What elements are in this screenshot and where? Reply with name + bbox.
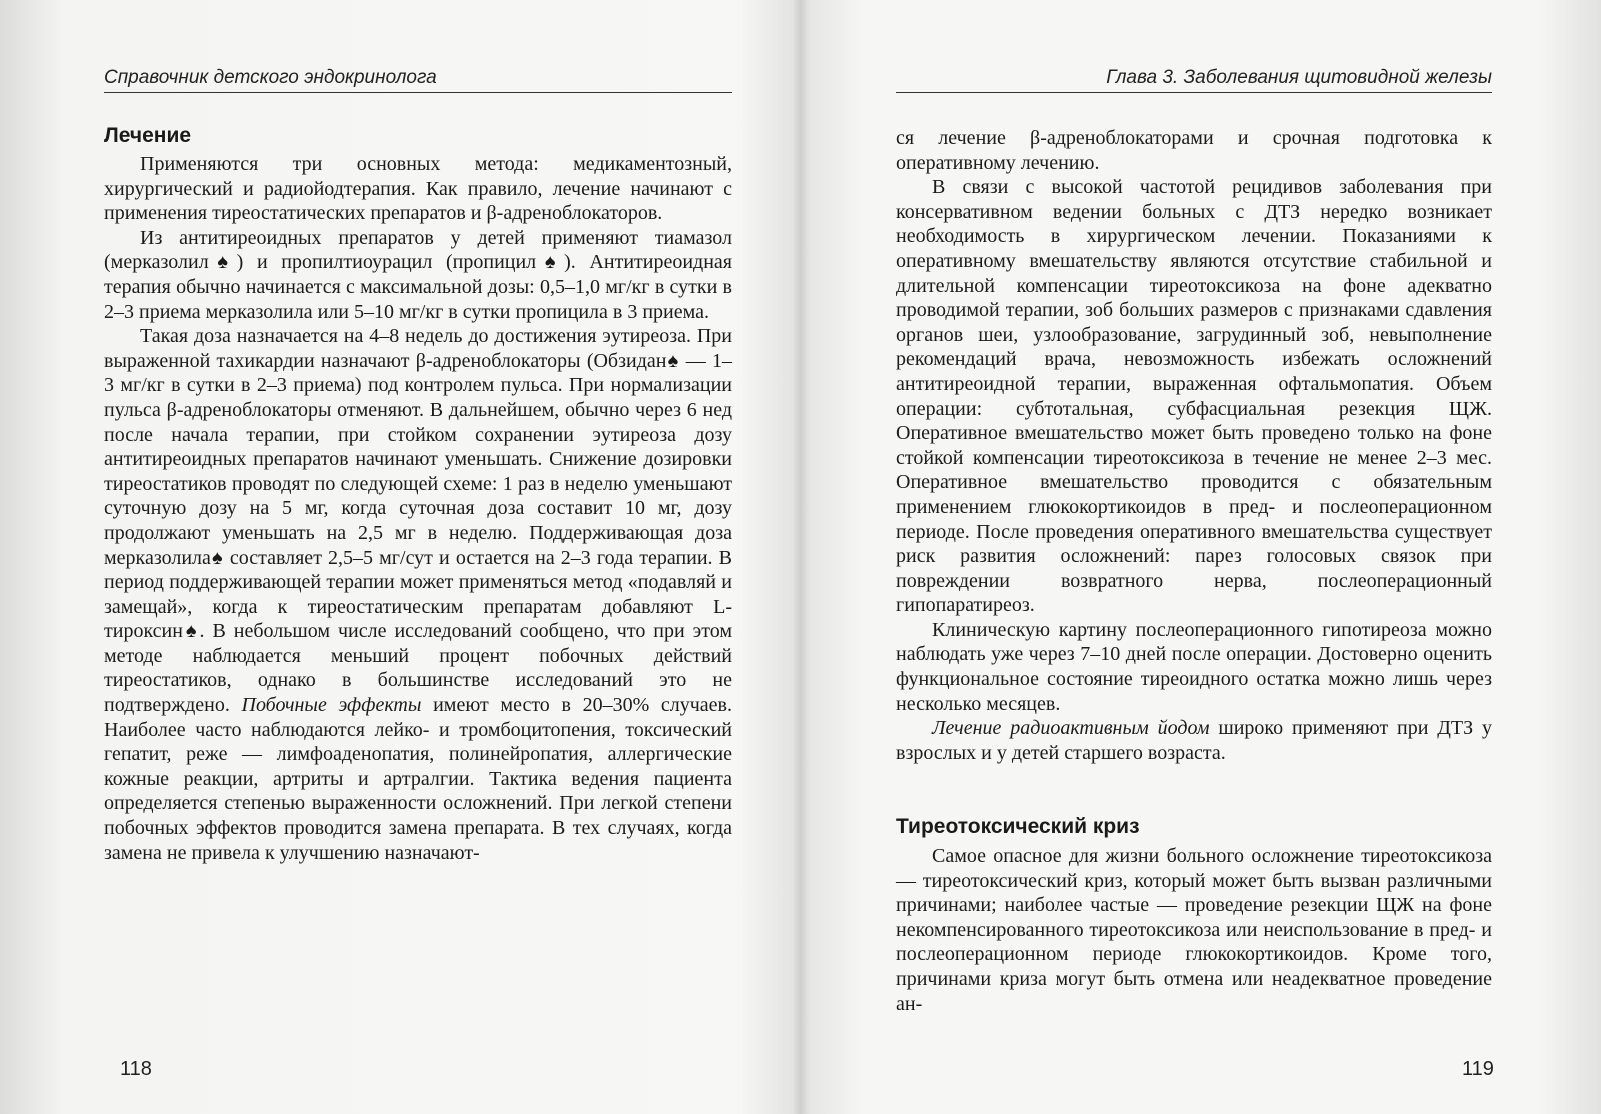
- paragraph: Самое опасное для жизни больного осложнение тиреотоксикоза — тиреотоксический криз, который может быть вызван различными причинами; наиболее частые — проведение резекции ЩЖ на фоне некомпенсированного тиреотоксикоза или неиспользование в пред- и послеоперационном периоде глюкокортикоидов. Кроме того, причинами криза могут быть отмена или неадекватное проведение ан-: [896, 845, 1492, 1015]
- paragraph: ся лечение β-адреноблокаторами и срочная подготовка к оперативному лечению.: [896, 127, 1492, 174]
- paragraph: В связи с высокой частотой рецидивов заболевания при консервативном ведении больных с ДТЗ нередко возникает необходимость в хирургическом лечении. Показаниями к оперативному вмешательству являются отсутствие стабильной и длительной компенсации тиреотоксикоза на фоне адекватно проводимой терапии, зоб больших размеров с признаками сдавления органов шеи, узлообразование, загрудинный зоб, невыполнение рекомендаций врача, невозможность избежать осложнений антитиреоидной терапии, выраженная офтальмопатия. Объем операции: субтотальная, субфасциальная резекция ЩЖ. Оперативное вмешательство может быть проведено только на фоне стойкой компенсации тиреотоксикоза в течение не менее 2–3 мес. Оперативное вмешательство проводится с обязательным применением глюкокортикоидов в пред- и послеоперационном периоде. После проведения оперативного вмешательства существует риск развития осложнений: парез голосовых связок при повреждении возвратного нерва, послеоперационный гипопаратиреоз.: [896, 176, 1492, 617]
- paragraph-text: имеют место в 20–30% случаев. Наиболее часто наблюдаются лейко- и тромбоцитопения, токсический гепатит, реже — лимфоаденопатия, полинейропатия, аллергические кожные реакции, артриты и артралгии. Тактика ведения пациента определяется степенью выраженности осложнений. При легкой степени побочных эффектов проводится замена препарата. В тех случаях, когда замена не привела к улучшению назначают-: [104, 694, 733, 864]
- running-head-left: Справочник детского эндокринолога: [104, 64, 732, 93]
- paragraph: [896, 618, 1492, 716]
- left-page: [0, 0, 800, 1114]
- paragraph: [104, 324, 732, 865]
- right-page: [800, 0, 1601, 1114]
- paragraph-text: широко применяют при ДТЗ у взрослых и у детей старшего возраста.: [896, 717, 1493, 764]
- paragraph-text: Такая доза назначается на 4–8 недель до достижения эутиреоза. При выраженной тахикардии назначают β-адреноблокаторы (Обзидан♠ — 1–3 мг/кг в сутки в 2–3 приема) под контролем пульса. При нормализации пульса β-адреноблокаторы отменяют. В дальнейшем, обычно через 6 нед после начала терапии, при стойком сохранении эутиреоза дозу антитиреоидных препаратов начинают уменьшать. Снижение дозировки тиреостатиков проводят по следующей схеме: 1 раз в неделю уменьшают суточную дозу на 5 мг, когда суточная доза составит 10 мг, дозу продолжают уменьшать на 2,5 мг в неделю. Поддерживающая доза мерказолила♠ составляет 2,5–5 мг/сут и остается на 2–3 года терапии. В период поддерживающей терапии может применяться метод «подавляй и замещай», когда к тиреостатическим препаратам добавляют L-тироксин♠. В небольшом числе исследований сообщено, что при этом методе наблюдается меньший процент побочных действий тиреостатиков, однако в большинстве исследований это не подтверждено.: [104, 325, 732, 717]
- page-number-left: 118: [120, 1058, 152, 1080]
- paragraph: Применяются три основных метода: медикаментозный, хирургический и радиойодтерапия. Как правило, лечение начинают с применения тиреостатических препаратов и β-адреноблокаторов.: [104, 153, 732, 225]
- page-number-right: 119: [1462, 1058, 1494, 1080]
- paragraph: Из антитиреоидных препаратов у детей применяют тиамазол (мерказолил♠) и пропилтиоурацил (пропицил♠). Антитиреоидная терапия обычно начинается с максимальной дозы: 0,5–1,0 мг/кг в сутки в 2–3 приема мерказолила или 5–10 мг/кг в сутки пропицила в 3 приема.: [104, 226, 732, 323]
- emphasis-text: Лечение радиоактивным йодом: [932, 717, 1210, 740]
- emphasis-text: Побочные эффекты: [241, 694, 422, 717]
- right-body-text-top: [896, 126, 1492, 765]
- section-heading-thyrotoxic-crisis: Тиреотоксический криз: [896, 815, 1140, 838]
- right-body-text-bottom: [896, 844, 1492, 1016]
- running-head-right: Глава 3. Заболевания щитовидной железы: [896, 64, 1492, 93]
- section-heading-treatment: Лечение: [104, 124, 192, 147]
- left-body-text: [104, 152, 732, 865]
- paragraph-text: Клиническую картину послеоперационного гипотиреоза можно наблюдать уже через 7–10 дней после операции. Достоверно оценить функциональное состояние тиреоидного остатка можно лишь через несколько месяцев.: [896, 618, 1492, 715]
- paragraph: [896, 716, 1492, 765]
